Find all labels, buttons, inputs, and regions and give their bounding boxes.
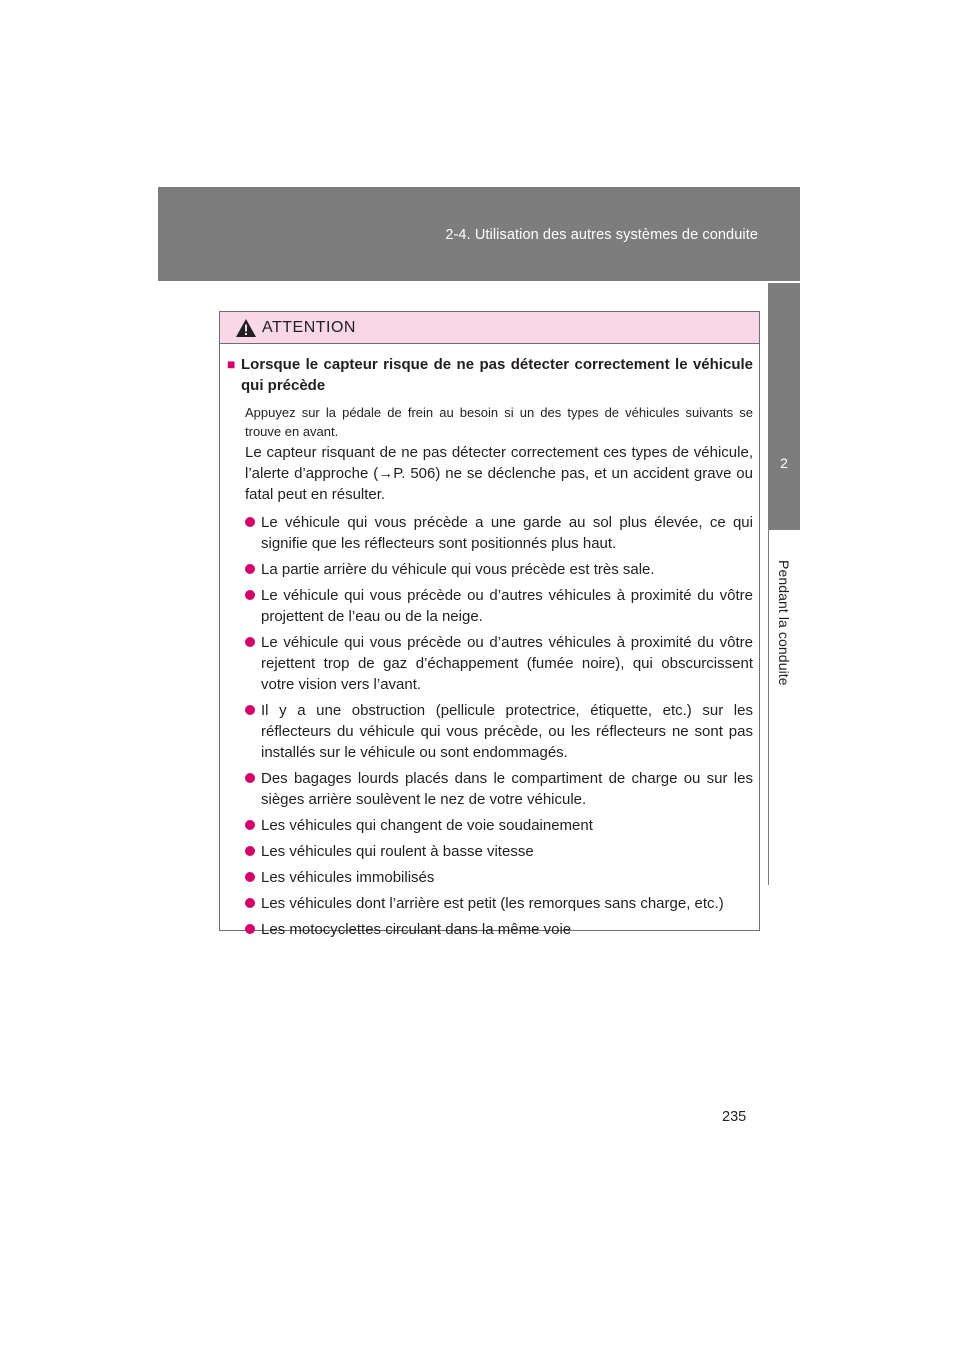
attention-title: ATTENTION — [262, 319, 356, 336]
bullet-dot-icon — [245, 846, 255, 856]
section-header-band — [158, 187, 800, 281]
list-item: Les motocyclettes circulant dans la même voie — [245, 919, 753, 940]
chapter-tab — [768, 187, 800, 530]
bullet-dot-icon — [245, 820, 255, 830]
section-title: 2-4. Utilisation des autres systèmes de conduite — [445, 227, 758, 243]
warning-intro: Le capteur risquant de ne pas détecter correctement ces types de véhicule, l’alerte d’approche (→P. 506) ne se déclenche pas, et un accident grave ou fatal peut en résulter. — [245, 444, 753, 503]
bullet-dot-icon — [245, 773, 255, 783]
bullet-dot-icon — [245, 872, 255, 882]
list-item: Le véhicule qui vous précède a une garde au sol plus élevée, ce qui signifie que les réflecteurs sont positionnés plus haut. — [245, 512, 753, 554]
attention-box — [219, 311, 760, 938]
square-bullet-icon: ■ — [227, 356, 236, 372]
bullet-dot-icon — [245, 590, 255, 600]
chapter-number: 2 — [780, 455, 788, 471]
warning-heading: ■ Lorsque le capteur risque de ne pas détecter correctement le véhicule qui précède — [227, 356, 753, 394]
bullet-dot-icon — [245, 705, 255, 715]
list-item: Les véhicules immobilisés — [245, 867, 753, 888]
list-item: Les véhicules dont l’arrière est petit (les remorques sans charge, etc.) — [245, 893, 753, 914]
tab-divider — [768, 281, 800, 283]
bullet-dot-icon — [245, 637, 255, 647]
list-item: La partie arrière du véhicule qui vous précède est très sale. — [245, 559, 753, 580]
list-item: Des bagages lourds placés dans le compartiment de charge ou sur les sièges arrière soulèvent le nez de votre véhicule. — [245, 768, 753, 810]
warning-note: Appuyez sur la pédale de frein au besoin si un des types de véhicules suivants se trouve en avant. — [245, 405, 753, 439]
list-item: Les véhicules qui roulent à basse vitesse — [245, 841, 753, 862]
list-item: Le véhicule qui vous précède ou d’autres véhicules à proximité du vôtre projettent de l’eau ou de la neige. — [245, 585, 753, 627]
condition-list — [227, 512, 753, 940]
bullet-dot-icon — [245, 517, 255, 527]
attention-header — [220, 312, 759, 344]
attention-body — [220, 344, 759, 940]
bullet-dot-icon — [245, 898, 255, 908]
chapter-label: Pendant la conduite — [776, 560, 792, 686]
list-item: Les véhicules qui changent de voie soudainement — [245, 815, 753, 836]
page-number: 235 — [722, 1109, 747, 1125]
chapter-tab-border — [768, 530, 769, 885]
bullet-dot-icon — [245, 564, 255, 574]
warning-triangle-icon — [235, 318, 257, 338]
bullet-dot-icon — [245, 924, 255, 934]
list-item: Le véhicule qui vous précède ou d’autres véhicules à proximité du vôtre rejettent trop de gaz d’échappement (fumée noire), qui obscurcissent votre vision vers l’avant. — [245, 632, 753, 695]
list-item: Il y a une obstruction (pellicule protectrice, étiquette, etc.) sur les réflecteurs du véhicule qui vous précède, ou les réflecteurs ne sont pas installés sur le véhicule ou sont endommagés. — [245, 700, 753, 763]
